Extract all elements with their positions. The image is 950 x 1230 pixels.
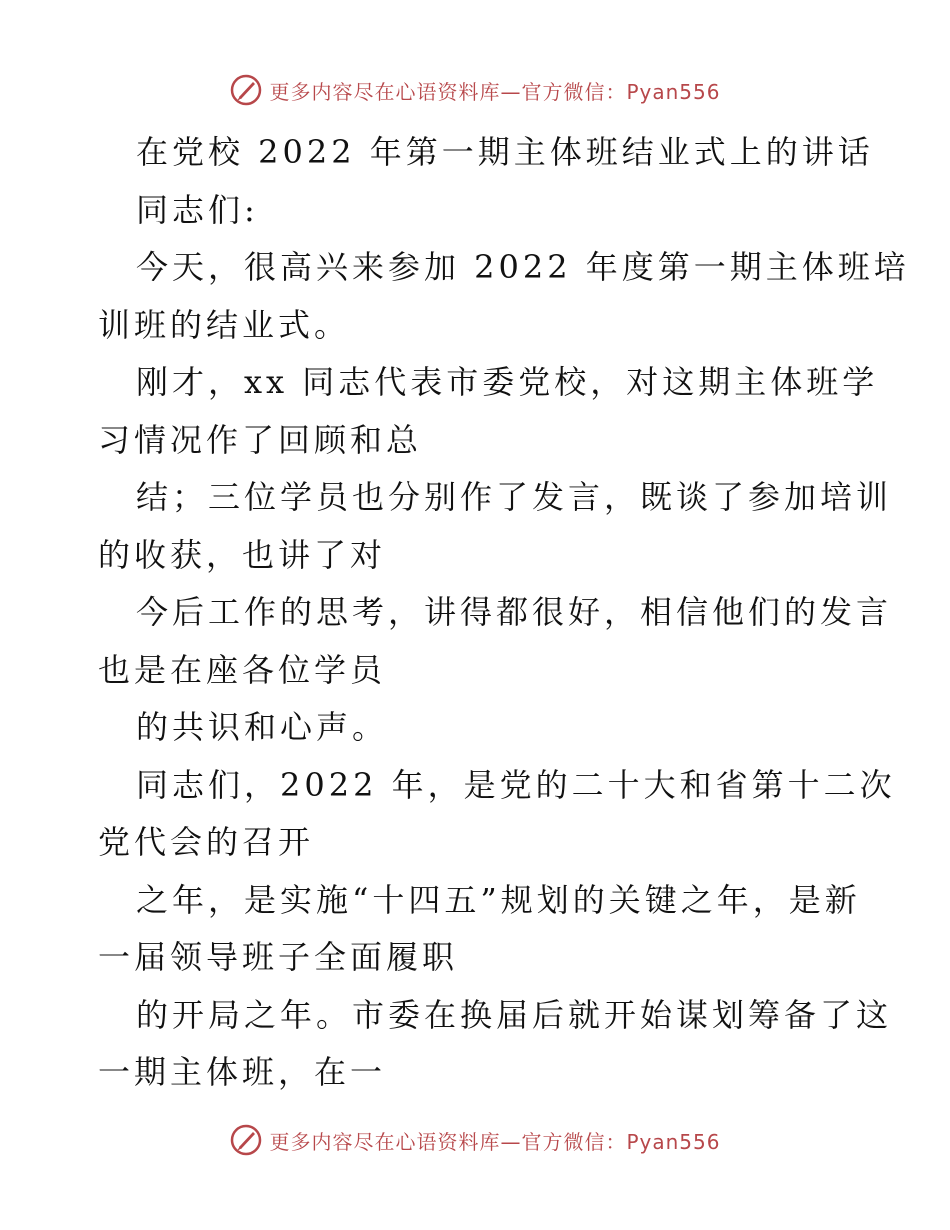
text-line: 之年，是实施“十四五”规划的关键之年，是新 [136,880,861,919]
text-line: 今后工作的思考，讲得都很好，相信他们的发言 [136,593,893,631]
pen-logo-icon [229,1123,263,1157]
footer-watermark [0,1120,950,1160]
document-title: 在党校 2022 年第一期主体班结业式上的讲话 [136,133,874,171]
header-watermark [0,70,950,110]
salutation: 同志们: [136,190,259,229]
pen-logo-icon [229,73,263,107]
text-line: 同志们，2022 年，是党的二十大和省第十二次 [136,765,896,804]
text-line: 训班的结业式。 [98,305,351,344]
text-line: 习情况作了回顾和总 [98,420,423,459]
text-line: 的开局之年。市委在换届后就开始谋划筹备了这 [136,995,893,1034]
header-watermark-text: 更多内容尽在心语资料库—官方微信：Pyan556 [269,79,721,104]
text-line: 结；三位学员也分别作了发言，既谈了参加培训 [136,478,893,516]
text-line: 党代会的召开 [98,823,315,861]
text-line: 的共识和心声。 [136,708,389,746]
document-body [98,124,910,1102]
text-line: 一届领导班子全面履职 [98,938,459,976]
text-line: 刚才，xx 同志代表市委党校，对这期主体班学 [136,363,879,401]
text-line: 的收获，也讲了对 [98,535,387,574]
text-line: 也是在座各位学员 [98,650,387,689]
text-line: 今天，很高兴来参加 2022 年度第一期主体班培 [136,248,910,286]
footer-watermark-text: 更多内容尽在心语资料库—官方微信：Pyan556 [269,1129,721,1154]
text-line: 一期主体班，在一 [98,1053,387,1091]
